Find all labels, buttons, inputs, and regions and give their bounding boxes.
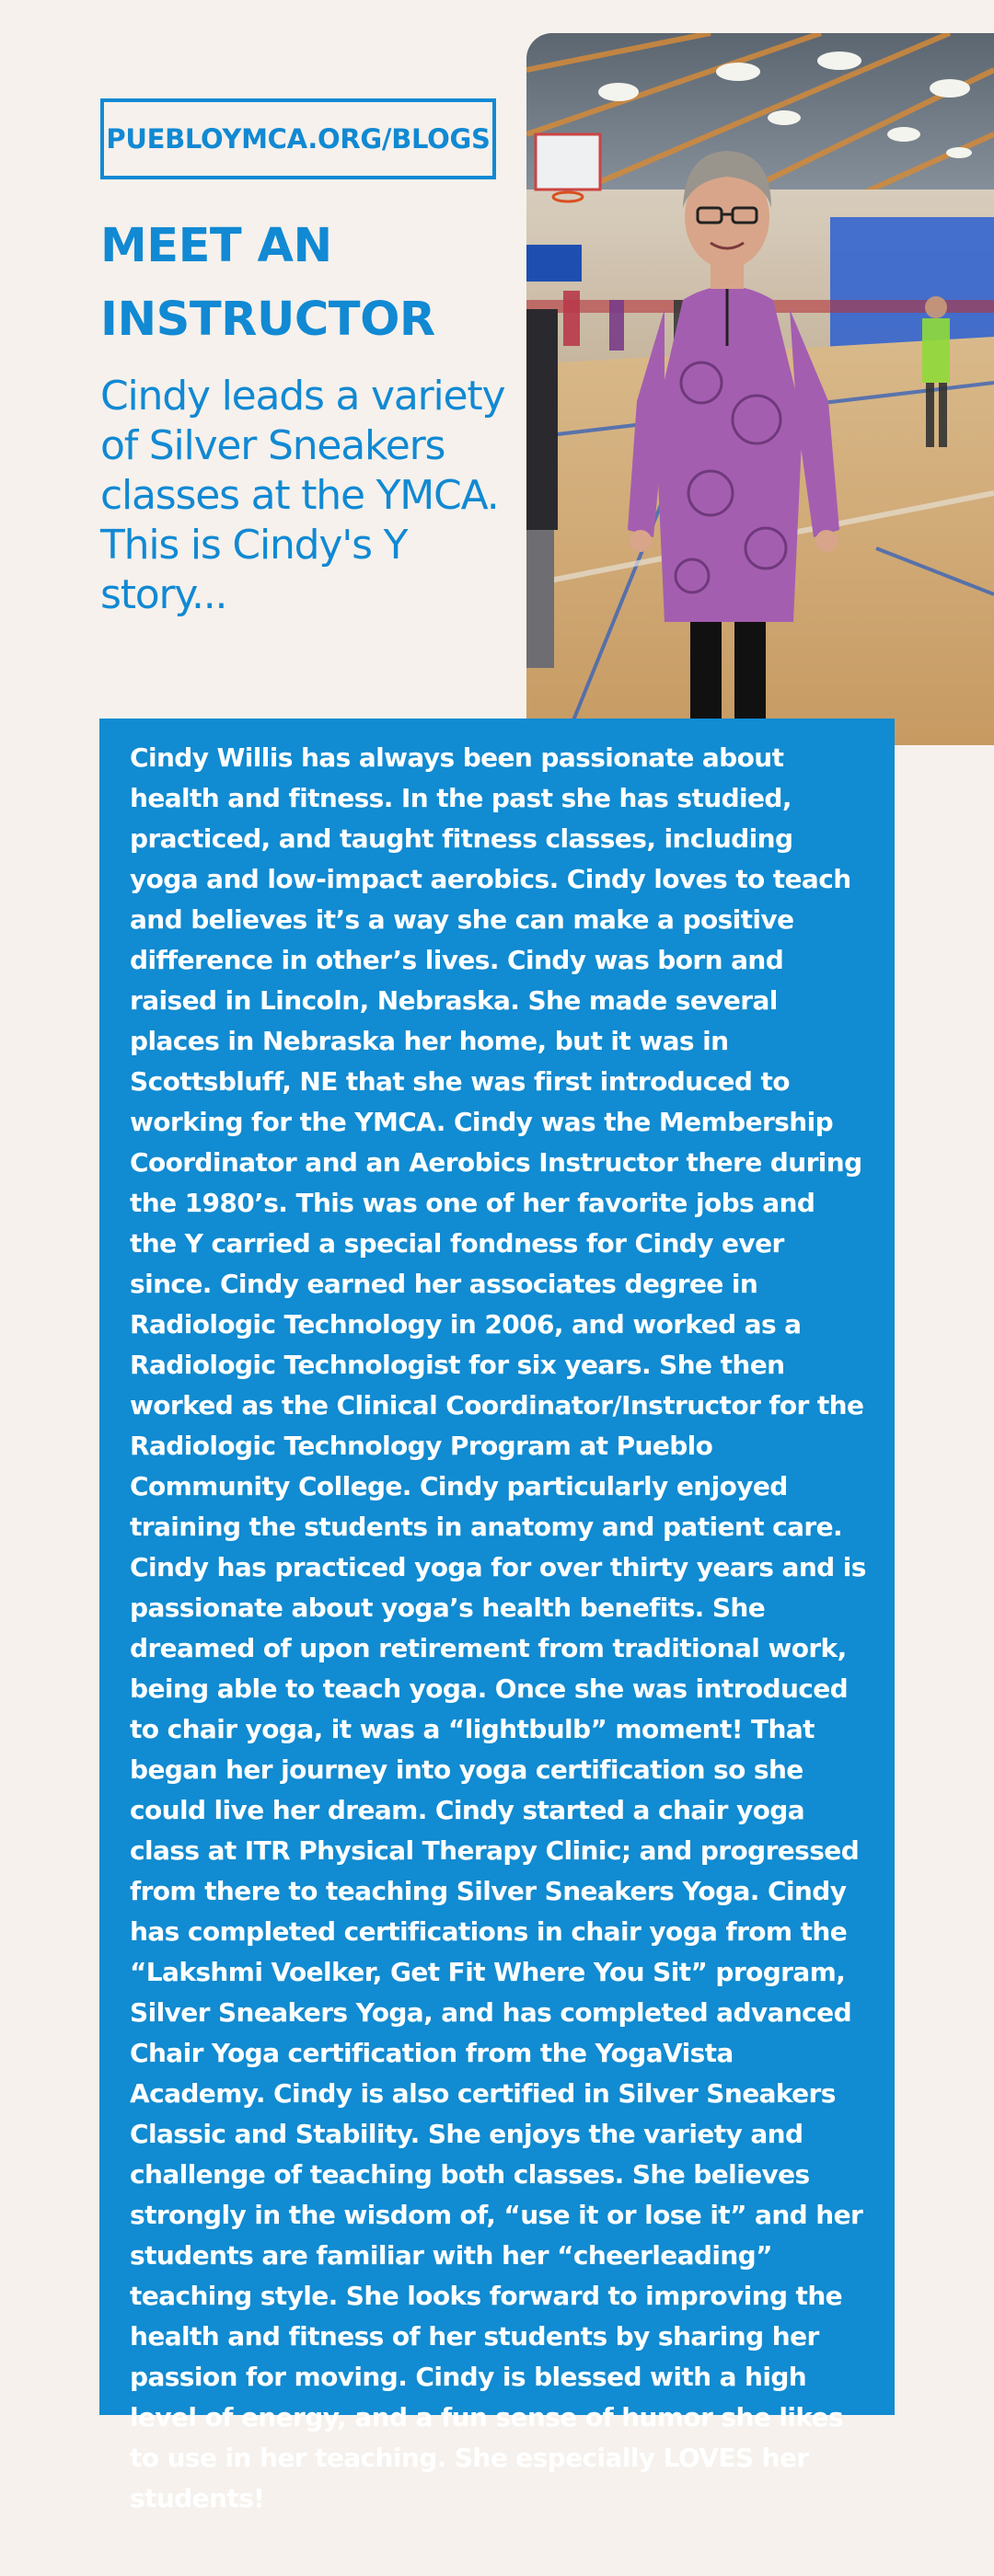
gym-scene-illustration bbox=[526, 33, 994, 745]
page-title: MEET AN INSTRUCTOR bbox=[100, 219, 435, 347]
story-body: Cindy Willis has always been passionate about health and fitness. In the past she has studied, practiced, and taught fitness classes, including yoga and low-impact aerobics. Cindy loves to teach and believes it’s a way she can make a positive difference in other’s lives. Cindy was born and raised in Lincoln, Nebraska. She made several places in Nebraska her home, but it was in Scottsbluff, NE that she was first introduced to working for the YMCA. Cindy was the Membership Coordinator and an Aerobics Instructor there during the 1980’s. This was one of her favorite jobs and the Y carried a special fondness for Cindy ever since. Cindy earned her associates degree in Radiologic Technology in 2006, and worked as a Radiologic Technologist for six years. She then worked as the Clinical Coordinator/Instructor for the Radiologic Technology Program at Pueblo Community College. Cindy particularly enjoyed training the students in anatomy and patient care. Cindy has practiced yoga for over thirty years and is passionate about yoga’s health benefits. She dreamed of upon retirement from traditional work, being able to teach yoga. Once she was introduced to chair yoga, it was a “lightbulb” moment! That began her journey into yoga certification so she could live her dream. Cindy started a chair yoga class at ITR Physical Therapy Clinic; and progressed from there to teaching Silver Sneakers Yoga. Cindy has completed certifications in chair yoga from the “Lakshmi Voelker, Get Fit Where You Sit” program, Silver Sneakers Yoga, and has completed advanced Chair Yoga certification from the YogaVista Academy. Cindy is also certified in Silver Sneakers Classic and Stability. She enjoys the variety and challenge of teaching both classes. She believes strongly in the wisdom of, “use it or lose it” and her students are familiar with her “cheerleading” teaching style. She looks forward to improving the health and fitness of her students by sharing her passion for moving. Cindy is blessed with a high level of energy, and a fun sense of humor she likes to use in her teaching. She especially LOVES her students! bbox=[130, 742, 866, 2513]
blog-url-link[interactable]: PUEBLOYMCA.ORG/BLOGS bbox=[100, 98, 496, 179]
intro-subheadline: Cindy leads a variety of Silver Sneakers classes at the YMCA. This is Cindy's Y story... bbox=[100, 373, 505, 618]
instructor-photo bbox=[526, 33, 994, 745]
story-box bbox=[99, 719, 895, 2513]
